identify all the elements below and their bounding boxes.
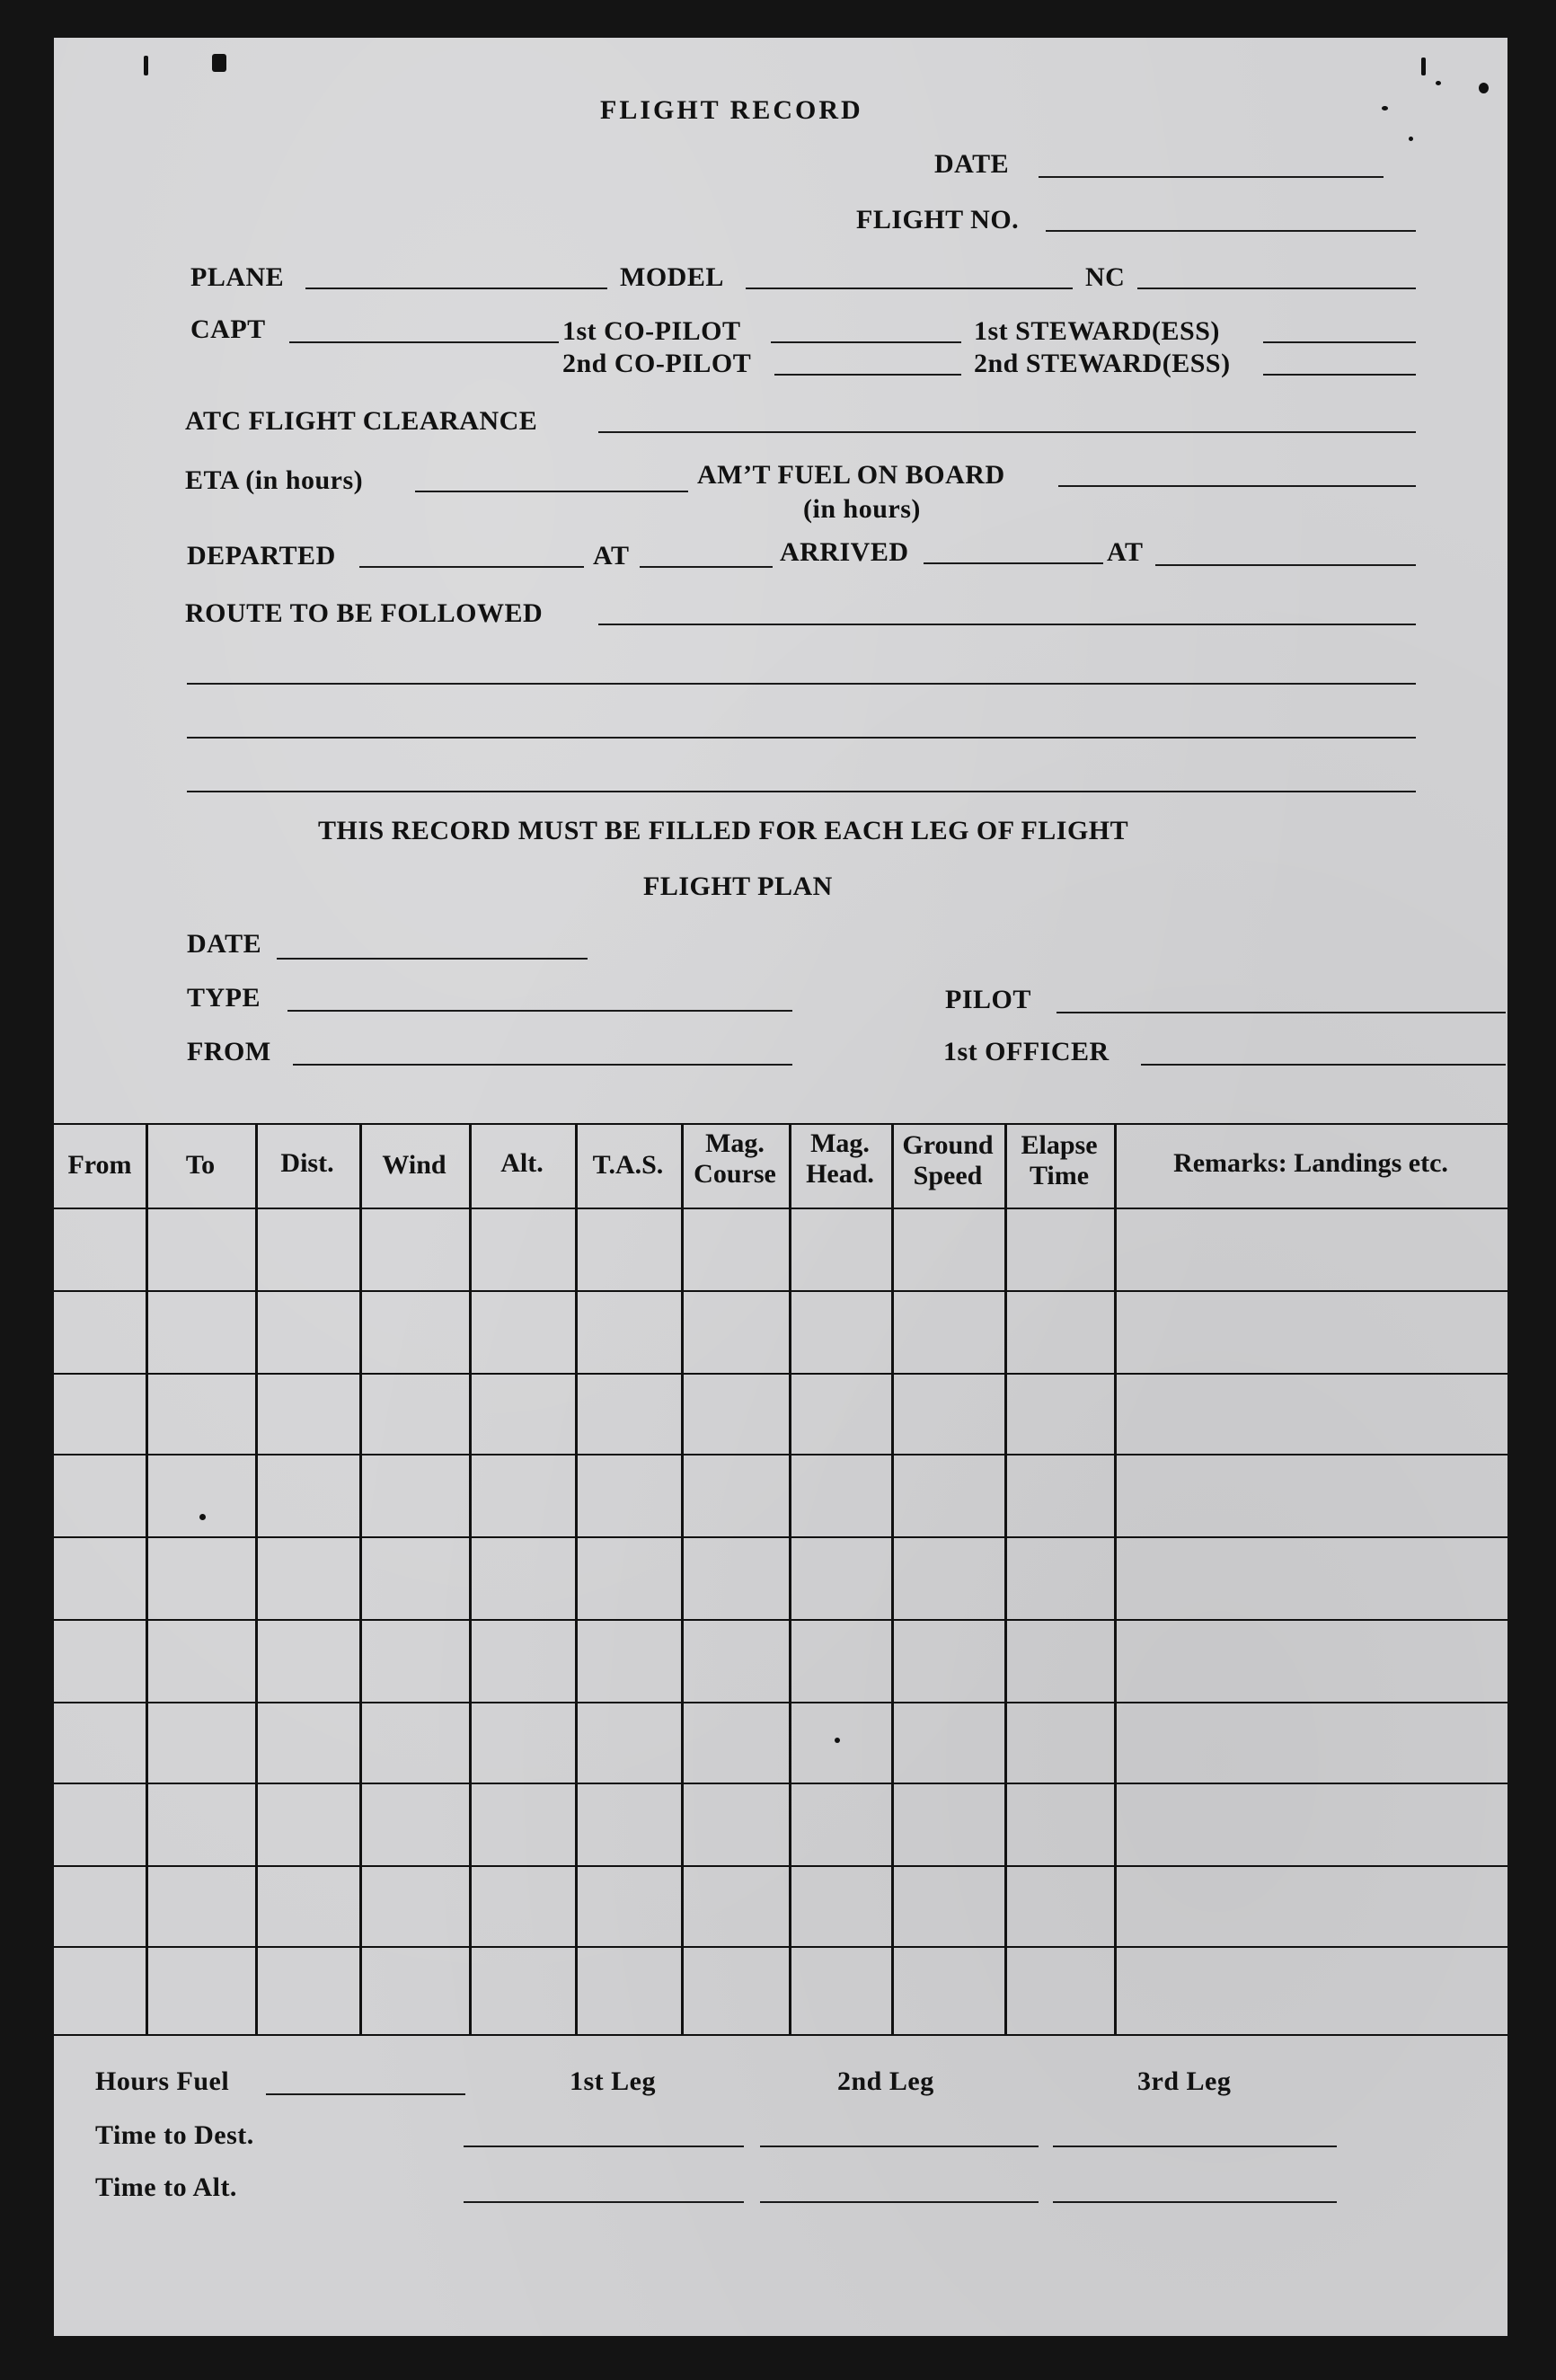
steward-1-label: 1st STEWARD(ESS) xyxy=(974,316,1220,346)
table-row-border xyxy=(54,1946,1507,1948)
scan-speck xyxy=(1409,137,1413,141)
time-alt-label: Time to Alt. xyxy=(95,2172,237,2202)
header-remarks: Remarks: Landings etc. xyxy=(1173,1148,1448,1178)
time-alt-leg-3-field[interactable] xyxy=(1053,2201,1337,2203)
time-dest-leg-3-field[interactable] xyxy=(1053,2146,1337,2147)
table-column-divider xyxy=(575,1123,578,2034)
fuel-label: AM’T FUEL ON BOARD xyxy=(697,460,1005,490)
table-column-divider xyxy=(1114,1123,1117,2034)
leg-3-label: 3rd Leg xyxy=(1137,2066,1232,2096)
route-field-2[interactable] xyxy=(187,683,1416,685)
model-field[interactable] xyxy=(746,288,1073,289)
header-tas: T.A.S. xyxy=(592,1150,664,1180)
time-alt-leg-1-field[interactable] xyxy=(464,2201,744,2203)
scan-speck xyxy=(1382,106,1388,111)
header-elapse-time: Elapse Time xyxy=(1021,1130,1098,1190)
table-row-border xyxy=(54,1290,1507,1292)
flight-no-label: FLIGHT NO. xyxy=(856,205,1020,234)
table-row-border xyxy=(54,1783,1507,1784)
plan-type-field[interactable] xyxy=(287,1010,792,1012)
arrived-at-field[interactable] xyxy=(1155,564,1416,566)
plan-officer-field[interactable] xyxy=(1141,1064,1506,1066)
fuel-field[interactable] xyxy=(1058,485,1416,487)
table-column-divider xyxy=(681,1123,684,2034)
table-row-border xyxy=(54,1865,1507,1867)
scan-speck xyxy=(835,1738,840,1743)
table-top-border xyxy=(54,1123,1507,1125)
header-mag-head: Mag. Head. xyxy=(806,1128,874,1189)
table-column-divider xyxy=(891,1123,894,2034)
time-dest-leg-1-field[interactable] xyxy=(464,2146,744,2147)
scan-speck xyxy=(1479,83,1489,93)
hours-fuel-field[interactable] xyxy=(266,2093,465,2095)
route-field-4[interactable] xyxy=(187,791,1416,792)
leg-1-label: 1st Leg xyxy=(570,2066,656,2096)
table-column-divider xyxy=(146,1123,148,2034)
plan-date-field[interactable] xyxy=(277,958,588,960)
atc-label: ATC FLIGHT CLEARANCE xyxy=(185,406,538,436)
scan-speck xyxy=(199,1514,206,1520)
table-column-divider xyxy=(789,1123,791,2034)
scan-speck xyxy=(1421,58,1426,75)
arrived-label: ARRIVED xyxy=(780,537,909,567)
time-dest-label: Time to Dest. xyxy=(95,2120,254,2150)
notice-text: THIS RECORD MUST BE FILLED FOR EACH LEG OF FLIGHT xyxy=(318,816,1129,845)
flight-plan-title: FLIGHT PLAN xyxy=(643,871,833,901)
table-column-divider xyxy=(255,1123,258,2034)
plan-from-field[interactable] xyxy=(293,1064,792,1066)
form-title: FLIGHT RECORD xyxy=(600,95,863,125)
leg-2-label: 2nd Leg xyxy=(837,2066,934,2096)
scan-speck xyxy=(1436,81,1441,85)
scan-speck xyxy=(212,54,226,72)
header-to: To xyxy=(185,1150,216,1180)
capt-field[interactable] xyxy=(289,341,559,343)
table-header-border xyxy=(54,1208,1507,1209)
time-dest-leg-2-field[interactable] xyxy=(760,2146,1039,2147)
route-label: ROUTE TO BE FOLLOWED xyxy=(185,598,544,628)
plane-label: PLANE xyxy=(190,262,285,292)
route-field-3[interactable] xyxy=(187,737,1416,739)
steward-2-field[interactable] xyxy=(1263,374,1416,376)
flight-no-field[interactable] xyxy=(1046,230,1416,232)
header-alt: Alt. xyxy=(500,1148,544,1178)
eta-label: ETA (in hours) xyxy=(185,465,364,495)
table-row-border xyxy=(54,1536,1507,1538)
plan-officer-label: 1st OFFICER xyxy=(943,1037,1110,1066)
date-field[interactable] xyxy=(1039,176,1384,178)
table-row-border xyxy=(54,1619,1507,1621)
header-mag-course: Mag. Course xyxy=(694,1128,776,1189)
table-column-divider xyxy=(359,1123,362,2034)
co-pilot-2-label: 2nd CO-PILOT xyxy=(562,349,752,378)
steward-1-field[interactable] xyxy=(1263,341,1416,343)
departed-label: DEPARTED xyxy=(187,541,336,571)
nc-field[interactable] xyxy=(1137,288,1416,289)
header-dist: Dist. xyxy=(280,1148,334,1178)
table-column-divider xyxy=(1004,1123,1007,2034)
flight-record-form xyxy=(54,38,1507,2336)
eta-field[interactable] xyxy=(415,491,688,492)
header-ground-speed: Ground Speed xyxy=(902,1130,994,1190)
plan-pilot-label: PILOT xyxy=(945,985,1031,1014)
header-wind: Wind xyxy=(382,1150,446,1180)
departed-at-field[interactable] xyxy=(640,566,773,568)
header-from: From xyxy=(67,1150,132,1180)
scan-speck xyxy=(144,56,148,75)
steward-2-label: 2nd STEWARD(ESS) xyxy=(974,349,1231,378)
departed-field[interactable] xyxy=(359,566,584,568)
table-row-border xyxy=(54,1373,1507,1375)
co-pilot-1-label: 1st CO-PILOT xyxy=(562,316,741,346)
hours-fuel-label: Hours Fuel xyxy=(95,2066,230,2096)
plan-type-label: TYPE xyxy=(187,983,261,1013)
co-pilot-2-field[interactable] xyxy=(774,374,961,376)
date-label: DATE xyxy=(934,149,1010,179)
fuel-unit-label: (in hours) xyxy=(803,494,921,524)
table-bottom-border xyxy=(54,2034,1507,2036)
table-row-border xyxy=(54,1454,1507,1455)
atc-field[interactable] xyxy=(598,431,1416,433)
table-column-divider xyxy=(469,1123,472,2034)
plane-field[interactable] xyxy=(305,288,607,289)
arrived-field[interactable] xyxy=(924,562,1103,564)
time-alt-leg-2-field[interactable] xyxy=(760,2201,1039,2203)
model-label: MODEL xyxy=(620,262,724,292)
nc-label: NC xyxy=(1085,262,1126,292)
departed-at-label: AT xyxy=(593,541,630,571)
capt-label: CAPT xyxy=(190,314,266,344)
table-row-border xyxy=(54,1702,1507,1703)
plan-from-label: FROM xyxy=(187,1037,271,1066)
plan-pilot-field[interactable] xyxy=(1056,1012,1506,1013)
plan-date-label: DATE xyxy=(187,929,262,959)
route-field-1[interactable] xyxy=(598,624,1416,625)
co-pilot-1-field[interactable] xyxy=(771,341,961,343)
arrived-at-label: AT xyxy=(1107,537,1144,567)
